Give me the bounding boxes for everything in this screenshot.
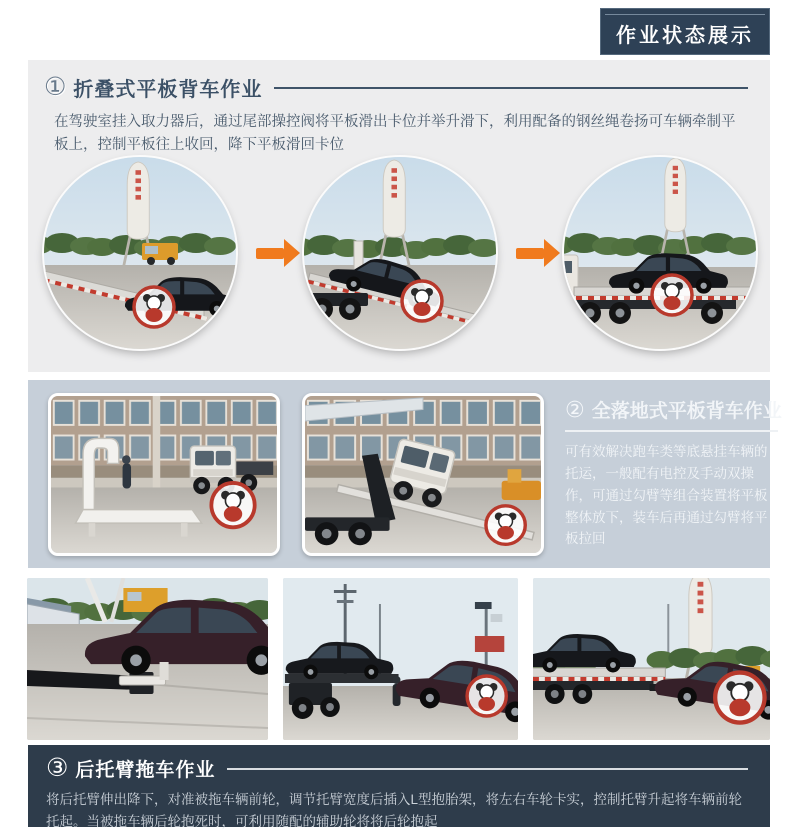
section2-text-column <box>565 396 782 550</box>
section1-title-row <box>28 60 770 102</box>
section-rear-arm <box>28 745 770 830</box>
section2-title-rule <box>565 430 778 432</box>
circled-1-icon: ① <box>44 73 67 101</box>
photo-step1-flatbed-lowered <box>44 157 236 349</box>
circled-2-icon: ② <box>565 396 585 422</box>
arrow-right-icon <box>236 157 304 349</box>
header-banner-highlight-line <box>605 14 765 15</box>
section3-description: 将后托臂伸出降下，对准被拖车辆前轮，调节托臂宽度后插入L型抱胎架，将左右车轮卡实，控制托臂升起将车辆前轮托起。当被拖车辆后轮抱死时，可利用随配的辅助轮将将后轮抱起 <box>46 792 743 830</box>
section2-title: 全落地式平板背车作业 <box>591 401 782 422</box>
section1-title: 折叠式平板背车作业 <box>73 79 263 101</box>
photo-cab-loading <box>302 393 544 556</box>
section-fold-flatbed <box>28 60 770 372</box>
section3-title-row <box>46 755 748 782</box>
photo-towing-mid-view <box>283 578 518 740</box>
photo-flatbed-detached <box>48 393 280 556</box>
photo-rear-arm-closeup <box>27 578 268 740</box>
header-banner <box>600 8 770 55</box>
photo-step3-car-loaded <box>564 157 756 349</box>
section1-title-rule <box>274 87 748 89</box>
section2-description: 可有效解决跑车类等底悬挂车辆的托运，一般配有电控及手动双操作，可通过勾臂等组合装置将平板整体放下，装车后再通过勾臂将平板拉回 <box>565 444 768 547</box>
section3-title-rule <box>227 768 748 770</box>
photo-towing-wide-view <box>533 578 770 740</box>
circled-3-icon: ③ <box>46 754 69 782</box>
section3-title: 后托臂拖车作业 <box>75 760 216 781</box>
photo-step2-car-loading <box>304 157 496 349</box>
header-title: 作业状态展示 <box>616 25 754 47</box>
section1-description: 在驾驶室挂入取力器后，通过尾部操控阀将平板滑出卡位并举升滑下，利用配备的钢丝绳卷扬可车辆牵制平板上，控制平板往上收回，降下平板滑回卡位 <box>54 114 736 153</box>
arrow-right-icon <box>496 157 564 349</box>
section2-title-row <box>565 396 782 423</box>
section-full-ground <box>28 380 782 568</box>
